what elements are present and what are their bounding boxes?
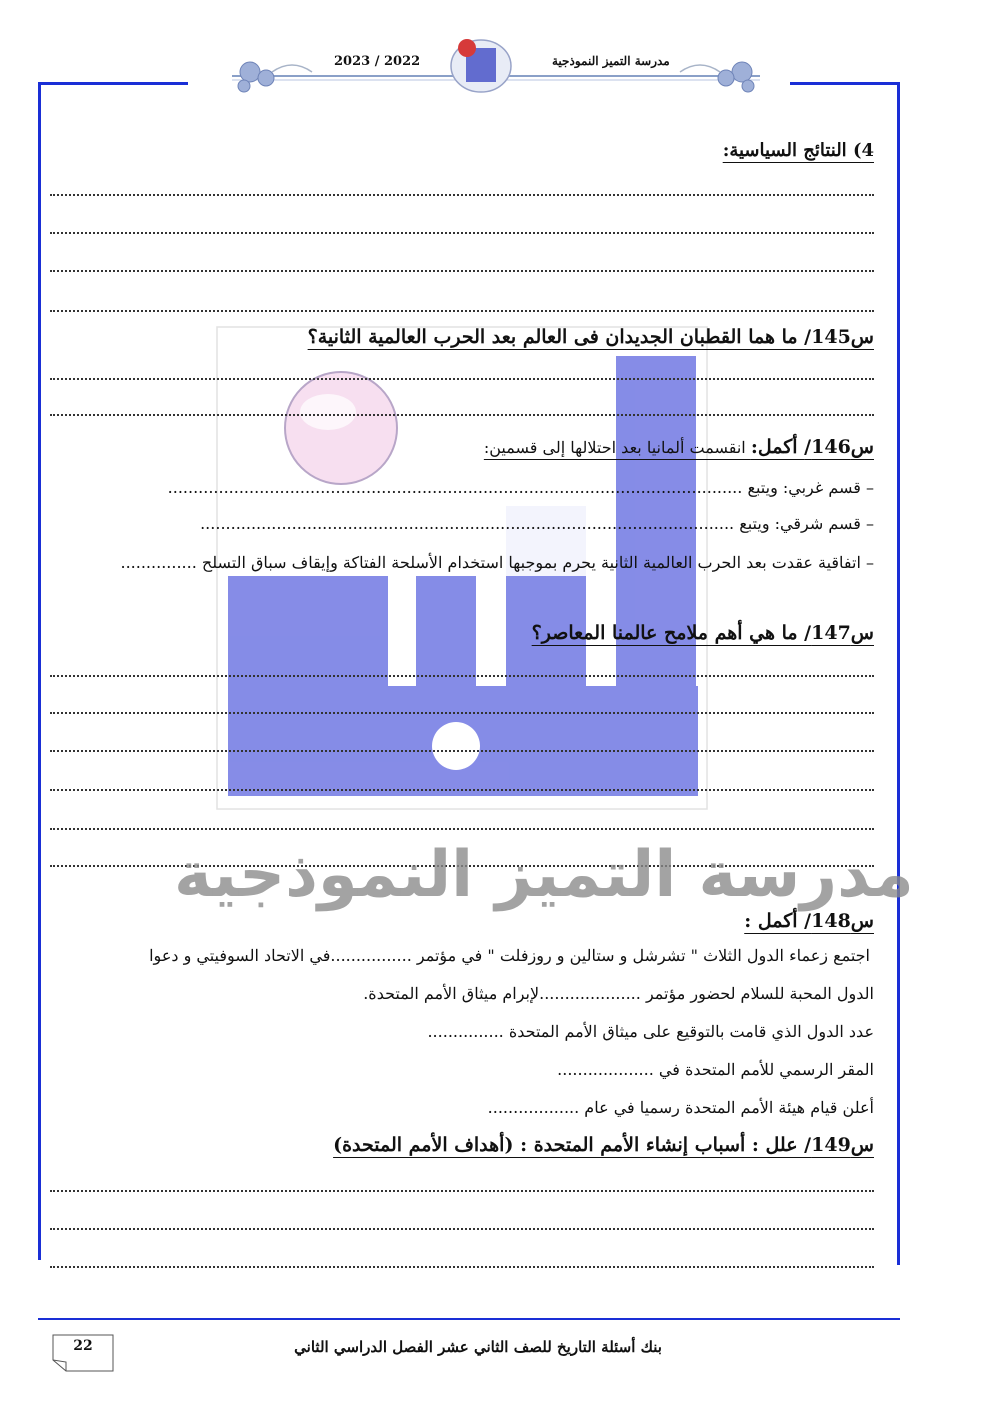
answer-line[interactable] xyxy=(50,310,874,312)
question-146 xyxy=(484,436,874,458)
header-year: 2023 / 2022 xyxy=(334,54,421,69)
answer-line[interactable] xyxy=(50,712,874,714)
question-149: س149/ علل : أسباب إنشاء الأمم المتحدة : (أهداف الأمم المتحدة) xyxy=(333,1134,874,1156)
answer-line[interactable] xyxy=(50,675,874,677)
fill-line-west[interactable]: – قسم غربي: ويتبع ................................................................................................................. xyxy=(167,478,874,497)
answer-line[interactable] xyxy=(50,378,874,380)
frame-top-left xyxy=(38,82,188,85)
question-146-number: س146/ xyxy=(804,436,874,458)
answer-line[interactable] xyxy=(50,414,874,416)
answer-line[interactable] xyxy=(50,828,874,830)
answer-line[interactable] xyxy=(50,1190,874,1192)
fill-line-founding-year[interactable]: أعلن قيام هيئة الأمم المتحدة رسميا في عام .................. xyxy=(487,1098,874,1117)
footer-title: بنك أسئلة التاريخ للصف الثاني عشر الفصل الدراسي الثاني xyxy=(294,1338,662,1356)
question-146-text: انقسمت ألمانيا بعد احتلالها إلى قسمين: xyxy=(483,438,751,457)
header-school-name: مدرسة التميز النموذجية xyxy=(552,54,670,68)
fill-line-headquarters[interactable]: المقر الرسمي للأمم المتحدة في ................... xyxy=(557,1060,874,1079)
answer-line[interactable] xyxy=(50,194,874,196)
footer-rule xyxy=(38,1318,900,1320)
school-logo xyxy=(448,34,514,94)
question-146-label: أكمل: xyxy=(750,436,805,458)
fill-line-treaty[interactable]: – اتفاقية عقدت بعد الحرب العالمية الثانية يحرم بموجبها استخدام الأسلحة الفتاكة وإيقاف سباق التسلح ............... xyxy=(120,553,874,572)
frame-right xyxy=(897,82,900,1265)
question-145: س145/ ما هما القطبان الجديدان فى العالم بعد الحرب العالمية الثانية؟ xyxy=(307,326,874,348)
answer-line[interactable] xyxy=(50,270,874,272)
frame-left xyxy=(38,82,41,1260)
question-147: س147/ ما هي أهم ملامح عالمنا المعاصر؟ xyxy=(531,622,874,644)
page-number: 22 xyxy=(73,1338,93,1354)
fill-line-san-francisco[interactable]: الدول المحبة للسلام لحضور مؤتمر ....................لإبرام ميثاق الأمم المتحدة. xyxy=(363,984,874,1003)
question-148: س148/ أكمل : xyxy=(744,910,874,932)
fill-line-yalta[interactable]: اجتمع زعماء الدول الثلاث " تشرشل و ستالين و روزفلت " في مؤتمر ................في الاتحاد السوفيتي و دعوا xyxy=(149,946,870,965)
answer-line[interactable] xyxy=(50,750,874,752)
section-title-political-results: 4) النتائج السياسية: xyxy=(722,140,874,161)
school-name-watermark: مدرسة التميز النموذجية xyxy=(174,838,914,912)
answer-line[interactable] xyxy=(50,1228,874,1230)
answer-line[interactable] xyxy=(50,232,874,234)
fill-line-signatories[interactable]: عدد الدول الذي قامت بالتوقيع على ميثاق الأمم المتحدة ............... xyxy=(427,1022,874,1041)
frame-top-right xyxy=(790,82,900,85)
fill-line-east[interactable]: – قسم شرقي: ويتبع ......................................................................................................... xyxy=(200,514,874,533)
answer-line[interactable] xyxy=(50,1266,874,1268)
answer-line[interactable] xyxy=(50,789,874,791)
